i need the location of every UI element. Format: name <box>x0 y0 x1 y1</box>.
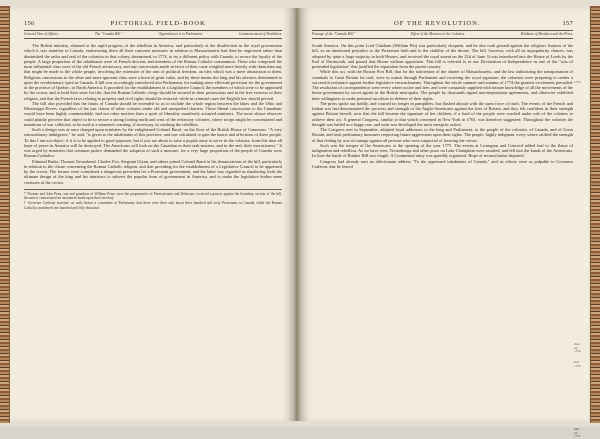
right-page-number: 157 <box>562 20 573 27</box>
paragraph: South America. On this point Lord Chatham (William Pitt) was particularly eloquent, and he also took ground against the religious features of the bill, as an intentional prejudice to the Protestant faith and to the stability of the throne. The bill, however, with all its unpopularity clauses, was adopted by quite a large majority in both Houses, and received the royal assent on the 22d of June. It was introduced into the House of Lords by the Earl of Dartmouth, and passed that House without opposition. This bill is referred to in our Declaration of Independence as one of the "acts of pretended legislation" that justified the separation from the parent country. <box>312 43 573 69</box>
right-page-edge <box>590 6 600 423</box>
footnote: † Governor Carleton asserted, on oath, before a committee of Parliament, that there were then only about three hundred and sixty Protestants in Canada, while the Roman Catholics numbered one hundred and fifty thousand. <box>24 201 282 210</box>
margin-note: 1774. <box>574 80 582 84</box>
left-page-edge <box>0 6 10 423</box>
paragraph: The British ministry, alarmed at the rapid progress of the rebellion in America, and particularly at the disaffection in the royal government which it was manifest in Canada, endeavoring there all their concerns measures in relation to Massachusetts had then be engrossed rather than diminished the ardor and zeal of the colonists in that colony, determined, in 1774, to try a different policy with Canada, to secure the loyalty of the people. A large proportion of the inhabitants were of French descent, and members of the Roman Catholic communion. These who composed the most influential class were of the old French aristocracy, and any concessions made in favor of their caste weighed more heavily with them than any that might be made to the whole people, involving the extension of the arm of political freedom, an idea which was a mere abstraction to them. Religious concessions to the other and more ignorant class were a boon of great value, and by these means the king and his advisers determined to quiet the revolutionary spirit in Canada. A bill was accordingly introduced into Parliament, for making more effectual provision for the government of the province of Quebec, in North America. It provided for the establishment of a Legislative Council, the members of which were to be appointed by the crown, and to hold their seats for life; that the Roman Catholic clergy should be secured in their possessions and in the free exercise of their religion, and that the French laws relating to property and civil rights should be restored; while in criminal cases the English law should prevail. <box>24 43 283 101</box>
shoulder-note: The "Canada Bill." <box>94 32 123 36</box>
paragraph: The Congress met in September, adopted loyal addresses to the king and Parliament, to the people of the colonies, of Canada, and of Great Britain, and took preliminary measures respecting future aggressions upon their rights. The people, highly indignant, every where ratified the strength of that feeling by acts of outrage against all persons who were suspected of favoring the crown. <box>312 127 573 143</box>
shoulder-note: Opposition to it in Parliament. <box>158 32 203 36</box>
left-page <box>10 8 294 421</box>
left-running-title: PICTORIAL FIELD-BOOK <box>110 20 206 27</box>
paragraph: Such was the temper of the Americans at the opening of the year 1775. The events at Lexington and Concord added fuel to the flame of indignation and rebellion. As we have seen, Ticonderoga and other posts on Lake Champlain were assailed, and fell into the hands of the Americans. In June the battle of Bunker Hill was fought. A Continental army was speedily organized. Hope of reconciliation departed. <box>312 142 573 159</box>
paragraph: Congress had already sent an affectionate address "To the oppressed inhabitants of Canada," and its efforts were so palpable to Governor Carleton, that he feared <box>312 158 573 169</box>
margin-note: Oct. 1775. <box>574 360 582 368</box>
shoulder-note: Boldness of Members and the Press. <box>520 32 573 36</box>
left-shoulder-notes <box>24 30 282 39</box>
shoulder-note: General View of Affairs. <box>24 32 59 36</box>
paragraph: Edmund Burke, Thomas Townshend, Charles Fox, Sergeant Glynn, and others joined Colonel Barré in his denunciations of the bill, particularly in relation to the clause concerning the Roman Catholic religion, and that providing for the establishment of a Legislative Council to be appointed by the crown. The former were considered a dangerous precedent for a Protestant government, and the latter was regarded as shadowing forth the ultimate design of the king and his ministers to subvert the popular form of government in America, and to make the legislative bodies mere creatures of the crown. <box>24 158 282 185</box>
shoulder-note: Commencement of Hostilities. <box>238 32 282 36</box>
left-body-text <box>24 43 282 185</box>
right-running-head <box>312 20 573 27</box>
paragraph: Such a design was at once charged upon ministers by the enlightened Colonel Barré, on the floor of the British House of Commons. "A very extraordinary indulgence," he said, "is given to the inhabitants of this province, and one calculated to gain the hearts and affections of these people. To this I am not object, if it is to be applied to good purposes; but if you are about to raise a popish army to serve in the colonies, from this time all hope of peace in America will be destroyed. The Americans will look on the Canadian as their task-masters, and in the end, their executioners." It was urged by ministers that common justice demanded the adoption of such a measure, for a very large proportion of the people of Canada were Roman Catholics. <box>24 127 282 159</box>
right-shoulder-notes <box>312 30 573 39</box>
right-running-title: OF THE REVOLUTION. <box>393 20 481 27</box>
footnote: * Thomas and John Penn, son and grandson of William Penn, were the proprietaries of Pennsylvania and Delaware, received a protest against the boundary section of the bill, because it contravened an enactment made upon their territory. <box>24 191 282 201</box>
left-running-head <box>24 20 282 27</box>
right-body-text <box>312 43 582 439</box>
paragraph: The press spoke out boldly, and courted no longer in pamphlets, but flashed abroad with the open force of truth. The events of the French and Indian war had demonstrated the prowess and strength of the Anglo-Americans against the foes of Britain, and they felt confident in their strength against Britain herself, now that the bill became the signature of her children, if a fued of the people were crushed under rule of the colonies to achieve their act. A general Congress, similar to that which convened in New York in 1765, was therefore suggested. Throughout the colonies the thought was hailed as a happy one, and soon was developed the most energetic action. <box>312 100 573 127</box>
margin-note: June 22, 1774. <box>574 342 582 354</box>
shoulder-note: Effect of the Measure in the Colonies. <box>410 32 466 36</box>
paragraph: While this act, with the Boston Port Bill, that for the subversion of the charter of Massachusetts, and the law authorizing the transportation of criminals to Great Britain for trial, were in transit through Parliament and receiving the royal signature, the colonists were preparing to render a successful resistance against further legislative encroachments. Throughout the whole summer and autumn of 1774 the greatest excitement prevailed. The resolution of correspondence were every where active and free, and were constantly supplied with minute knowledge of all the movements of the home government by secret agents in the British metropolis. The people by thousands signed non-importation agreements, and otherwise exhibited their willingness to make personal sacrifices in defense of their rights. <box>312 69 573 101</box>
right-page <box>300 8 589 439</box>
shoulder-note: Passage of the "Canada Bill." <box>312 32 356 36</box>
paragraph: The bill also provided that the limits of Canada should be extended so as to include the whole region between the lakes and the Ohio and Mississippi Rivers, regardless of the just claims of other colonies under old and unrepealed charters. These liberal concessions to the Canadians would have been highly commendable, had not other motives than a spirit of liberality manifestly actuated ministers. The most obtuse observer could plainly perceive that object to be to secure a strong footing north and west of the refractory colonies, where troops might be concentrated and munitions of war collected, to be used at a moment's warning, if necessary, in crushing the rebellion. <box>24 100 282 127</box>
left-footnotes <box>24 189 282 210</box>
left-page-number: 156 <box>24 20 35 27</box>
margin-note: May 29, 1775. <box>574 427 582 439</box>
